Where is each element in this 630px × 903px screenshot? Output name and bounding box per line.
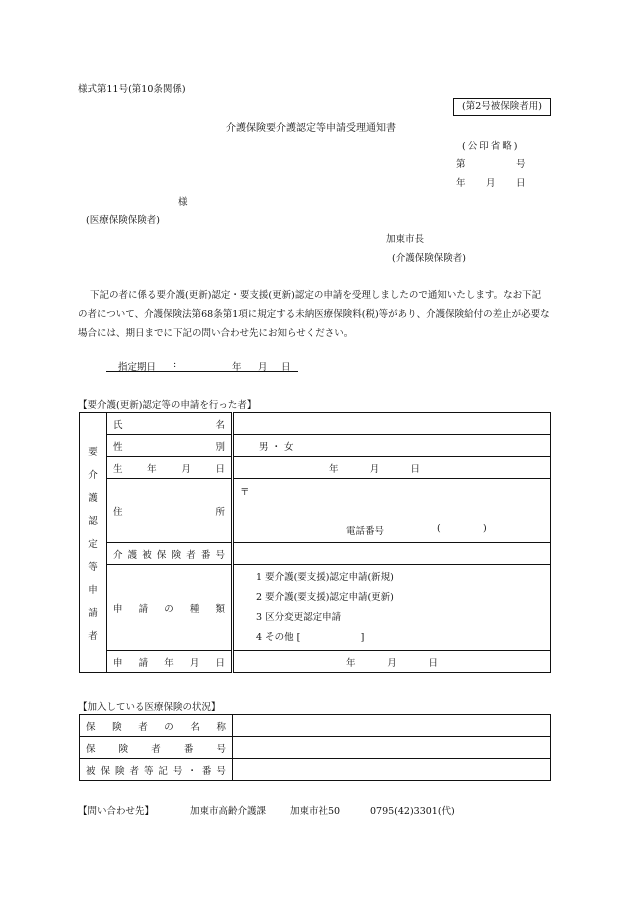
ref-go: 号 [516,159,526,170]
kind-option-renewal[interactable]: 2 要介護(要支援)認定申請(更新) [256,591,394,603]
name-field[interactable] [233,413,551,435]
birth-label: 生 年 月 日 [107,457,233,479]
deadline-hi: 日 [281,362,291,373]
address-label: 住 所 [107,479,233,543]
kind-option-new[interactable]: 1 要介護(要支援)認定申請(新規) [256,571,394,583]
date-nen: 年 [456,178,466,189]
name-label: 氏 名 [107,413,233,435]
insured-number-label: 介 護 被 保 険 者 番 号 [107,543,233,565]
form-number: 様式第11号(第10条関係) [78,84,186,95]
insured-symbol-field[interactable] [233,759,551,781]
insurance-table [79,714,551,781]
deadline-label: 指定期日 [118,362,157,373]
kind-label: 申 請 の 種 類 [107,565,233,651]
deadline-nen: 年 [232,362,242,373]
date-tsuki: 月 [486,178,496,189]
insured-number-field[interactable] [233,543,551,565]
sex-label: 性 別 [107,435,233,457]
phone-paren-close: ) [483,523,487,534]
notice-body: 下記の者に係る要介護(更新)認定・要支援(更新)認定の申請を受理しましたので通知いたします。なお下記の者について、介護保険法第68条第1項に規定する未納医療保険料(税)等があり、介護保険給付の差止が必要な場合には、期日までに下記の問い合わせ先にお知らせください。 [78,290,550,339]
section-applicant-title: 【要介護(更新)認定等の申請を行った者】 [78,400,257,411]
kind-options [233,565,551,651]
insurer-number-field[interactable] [233,737,551,759]
kind-option-other[interactable]: 4 その他 [ ] [256,631,365,643]
contact-label: 【問い合わせ先】 [78,806,155,817]
phone-label: 電話番号 [346,526,385,537]
recipient-sama: 様 [178,197,188,208]
recipient-note: (医療保険保険者) [86,215,160,226]
apply-date-field[interactable]: 年 月 日 [233,651,551,673]
deadline-tsuki: 月 [258,362,268,373]
phone-paren-open: ( [437,523,441,534]
insurer-name-field[interactable] [233,715,551,737]
section-insurance-title: 【加入している医療保険の状況】 [78,702,221,713]
contact-dept: 加東市高齢介護課 [190,806,267,817]
date-hi: 日 [516,178,526,189]
contact-address: 加東市社50 [290,806,341,817]
birth-field[interactable]: 年 月 日 [233,457,551,479]
applicant-table [79,412,551,673]
postal-mark: 〒 [240,487,250,498]
insured-symbol-label: 被 保 険 者 等 記 号 ・ 番 号 [80,759,233,781]
applicant-side-label: 要 介 護 認 定 等 申 請 者 [80,413,107,673]
sex-field[interactable]: 男 ・ 女 [233,435,551,457]
document-title: 介護保険要介護認定等申請受理通知書 [226,123,396,134]
deadline-colon: : [173,359,177,370]
seal-note: (公印省略) [462,141,520,152]
ref-dai: 第 [456,159,466,170]
address-field[interactable] [233,479,551,543]
deadline-underline [106,371,298,372]
apply-date-label: 申 請 年 月 日 [107,651,233,673]
contact-phone: 0795(42)3301(代) [370,806,455,817]
insured-type-box: (第2号被保険者用) [453,98,551,116]
insurer-number-label: 保 険 者 番 号 [80,737,233,759]
issuer-note: (介護保険保険者) [392,253,466,264]
issuer: 加東市長 [386,234,425,245]
insurer-name-label: 保 険 者 の 名 称 [80,715,233,737]
kind-option-change[interactable]: 3 区分変更認定申請 [256,611,342,623]
